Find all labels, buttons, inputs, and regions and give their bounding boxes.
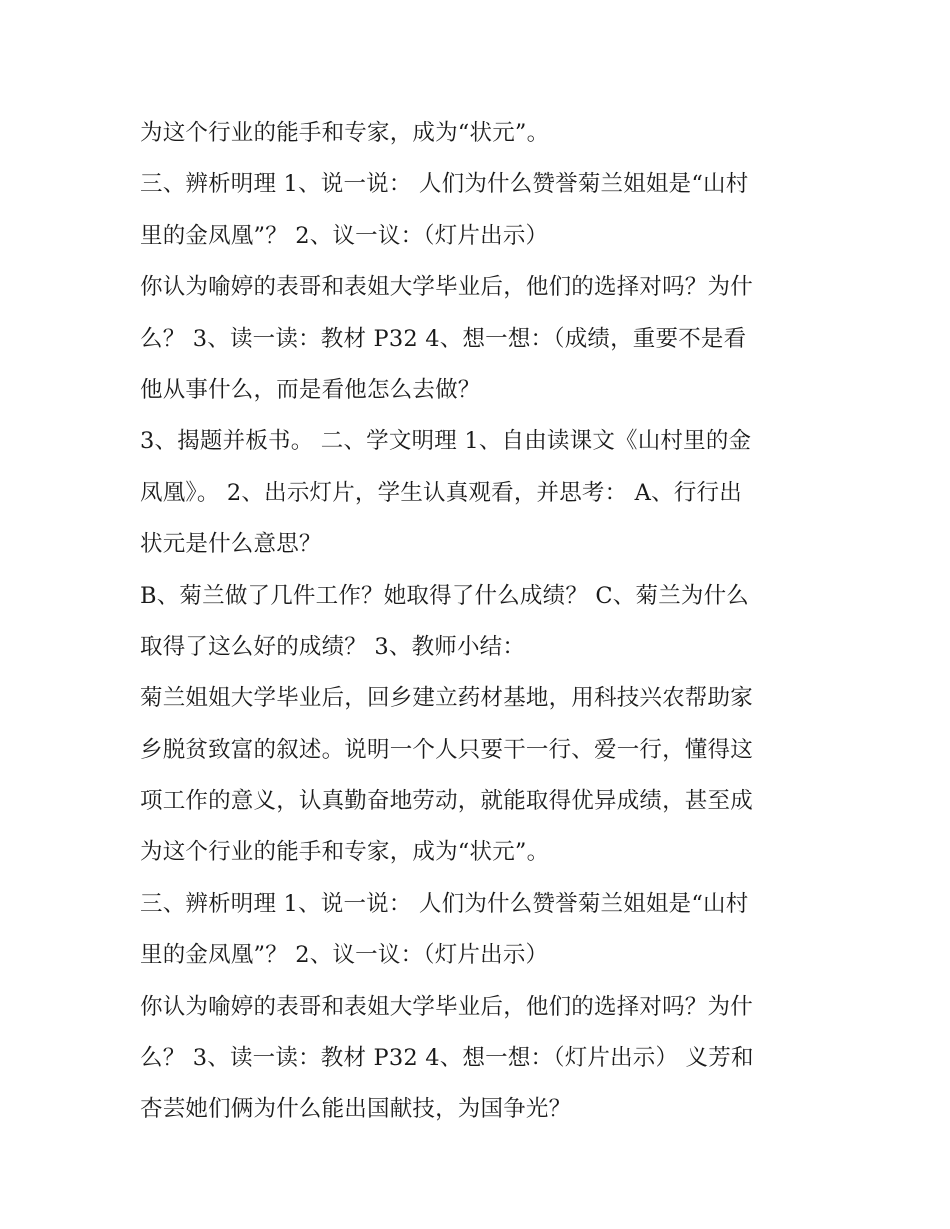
text-line: B、菊兰做了几件工作？她取得了什么成绩？ C、菊兰为什么 [140, 582, 750, 609]
text-line: 你认为喻婷的表哥和表姐大学毕业后，他们的选择对吗？为什 [140, 993, 753, 1020]
text-line: 杏芸她们俩为什么能出国献技，为国争光？ [140, 1096, 572, 1123]
text-line: 他从事什么，而是看他怎么去做？ [140, 376, 481, 403]
text-line: 乡脱贫致富的叙述。说明一个人只要干一行、爱一行，懂得这 [140, 736, 753, 763]
text-line: 状元是什么意思？ [140, 531, 322, 558]
text-line: 里的金凤凰”？ 2、议一议：（灯片出示） [140, 942, 549, 969]
text-line: 3、揭题并板书。 二、学文明理 1、自由读课文《山村里的金 [140, 428, 752, 455]
text-line: 项工作的意义，认真勤奋地劳动，就能取得优异成绩，甚至成 [140, 788, 753, 815]
text-line: 么？ 3、读一读：教材 P32 4、想一想：（成绩，重要不是看 [140, 325, 747, 352]
text-line: 么？ 3、读一读：教材 P32 4、想一想：（灯片出示） 义芳和 [140, 1045, 754, 1072]
text-line: 为这个行业的能手和专家，成为“状元”。 [140, 839, 550, 866]
text-line: 里的金凤凰”？ 2、议一议：（灯片出示） [140, 222, 549, 249]
text-line: 为这个行业的能手和专家，成为“状元”。 [140, 120, 550, 146]
body-text [140, 108, 820, 1136]
text-line: 三、辨析明理 1、说一说： 人们为什么赞誉菊兰姐姐是“山村 [140, 171, 749, 198]
text-line: 菊兰姐姐大学毕业后，回乡建立药材基地，用科技兴农帮助家 [140, 685, 753, 712]
text-line: 你认为喻婷的表哥和表姐大学毕业后，他们的选择对吗？为什 [140, 274, 753, 301]
text-line: 取得了这么好的成绩？ 3、教师小结： [140, 633, 526, 660]
text-line: 三、辨析明理 1、说一说： 人们为什么赞誉菊兰姐姐是“山村 [140, 890, 749, 917]
text-line: 凤凰》。 2、出示灯片，学生认真观看，并思考： A、行行出 [140, 479, 742, 506]
